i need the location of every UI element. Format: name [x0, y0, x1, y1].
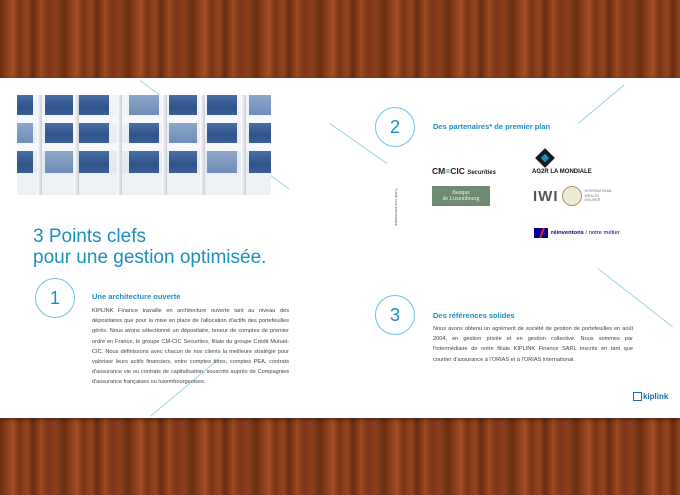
wood-table-top — [0, 0, 680, 78]
ag2r-diamond-icon — [535, 148, 555, 168]
iwi-logo: IWI INTERNATIONAL WEALTH INSURER — [533, 187, 613, 205]
kiplink-mark-icon — [633, 392, 642, 401]
point-1-number: 1 — [35, 278, 75, 318]
point-3-title: Des références solides — [433, 311, 515, 320]
point-3-number: 3 — [375, 295, 415, 335]
page-headline — [33, 226, 266, 268]
point-2-number: 2 — [375, 107, 415, 147]
point-2-title: Des partenaires* de premier plan — [433, 122, 551, 131]
brochure-spread — [0, 78, 680, 418]
point-1-title: Une architecture ouverte — [92, 292, 181, 301]
axa-logo: réinventons / notre métier — [534, 228, 620, 238]
building-photo — [17, 95, 271, 195]
kiplink-logo: kiplink — [633, 392, 668, 401]
axa-mark-icon — [534, 228, 548, 238]
cm-cic-securities-logo: CM=CIC Securities — [432, 166, 496, 176]
point-3-text: Nous avons obtenu un agrément de société de gestion de portefeuilles en août 2004, en gestion privée et en gestion collective. Nous sommes par l'intermédiaire de notre filiale KIPLINK Finance SARL inscrits en tant que courtier d'assurance à l'ORIAS et à l'ORIAS international. — [433, 326, 633, 363]
headline-line-2: pour une gestion optimisée. — [33, 247, 267, 268]
point-1-text: KIPLINK Finance travaille en architecture ouverte tant au niveau des dépositaires que pour la mise en place de l'allocation d'actifs des portefeuilles gérés. Nous avons sélectionné un dépositaire, teneur de comptes de premier ordre en France, le groupe CM-CIC Securities, filiale du groupe Crédit Mutuel-CIC. Nous définissons avec chacun de nos clients la meilleure stratégie pour valoriser leurs actifs financiers, entre comptes titres, comptes PEA, contrats d'assurance vie ou contrats de capitalisation, souscrits auprès de Compagnies d'assurance françaises ou luxembourgeoises. — [92, 308, 289, 386]
decor-line — [597, 268, 672, 327]
banque-de-luxembourg-logo: Banque de Luxembourg — [432, 186, 490, 206]
decor-line — [578, 84, 625, 123]
partners-footnote: *Liste non exhaustive — [394, 188, 399, 227]
wood-table-bottom — [0, 418, 680, 495]
iwi-seal-icon — [562, 186, 582, 206]
headline-line-1: 3 Points clefs — [33, 226, 146, 247]
ag2r-la-mondiale-logo: AG2R LA MONDIALE — [532, 151, 592, 175]
